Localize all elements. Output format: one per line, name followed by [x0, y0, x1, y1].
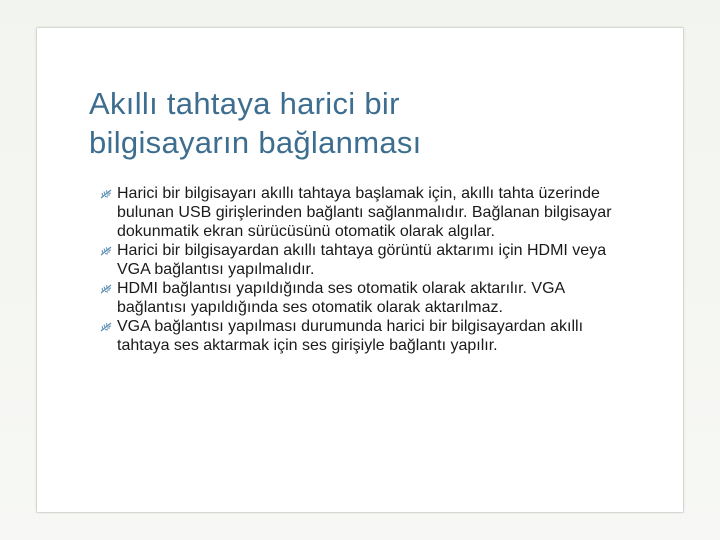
title-line-1: Akıllı tahtaya harici bir — [89, 86, 400, 121]
feather-bullet-icon — [100, 322, 112, 332]
bullet-list — [100, 184, 620, 355]
bullet-item — [100, 241, 620, 279]
title-line-2: bilgisayarın bağlanması — [89, 125, 422, 160]
bullet-item — [100, 279, 620, 317]
feather-bullet-icon — [100, 284, 112, 294]
bullet-item — [100, 184, 620, 241]
bullet-text: HDMI bağlantısı yapıldığında ses otomatik olarak aktarılır. VGA bağlantısı yapıldığında ses otomatik olarak aktarılmaz. — [117, 280, 565, 316]
bullet-item — [100, 317, 620, 355]
feather-bullet-icon — [100, 189, 112, 199]
feather-bullet-icon — [100, 246, 112, 256]
slide-title — [89, 84, 669, 162]
bullet-text: VGA bağlantısı yapılması durumunda harici bir bilgisayardan akıllı tahtaya ses aktarmak için ses girişiyle bağlantı yapılır. — [117, 318, 584, 354]
bullet-text: Harici bir bilgisayarı akıllı tahtaya başlamak için, akıllı tahta üzerinde bulunan USB girişlerinden bağlantı sağlanmalıdır. Bağlanan bilgisayar dokunmatik ekran sürücüsünü otomatik olarak algılar. — [117, 185, 612, 240]
bullet-text: Harici bir bilgisayardan akıllı tahtaya görüntü aktarımı için HDMI veya VGA bağlantısı yapılmalıdır. — [117, 242, 607, 278]
